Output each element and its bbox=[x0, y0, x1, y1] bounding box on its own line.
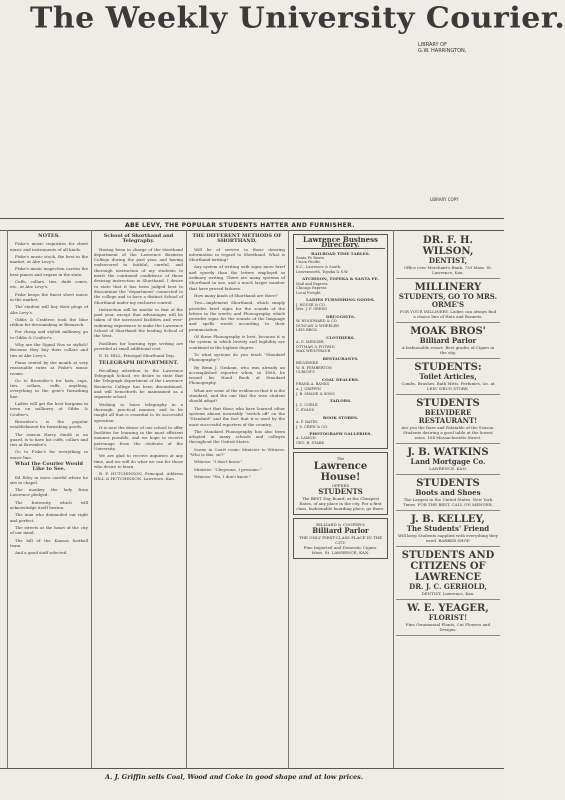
ad-big-text: DR. F. H. WILSON, bbox=[422, 235, 474, 257]
paragraph: Fiske's music stock, the best in the market, at Abe Levy's. bbox=[10, 253, 88, 265]
advertisement bbox=[396, 600, 500, 636]
ad-sm-text: LAWRENCE, KAN. bbox=[429, 466, 467, 471]
paragraph: To what systems do you teach "Standard Phonography"? bbox=[189, 351, 285, 363]
advertisement bbox=[396, 511, 500, 547]
advertisement-list bbox=[396, 232, 500, 636]
tagline: ABE LEVY, THE POPULAR STUDENTS HATTER AND FURNISHER. bbox=[125, 222, 355, 229]
paragraph: Fiske's music inspection carries the best pianos and organs in the state. bbox=[10, 266, 88, 277]
directory-item: Union Pacific. bbox=[296, 260, 322, 265]
paragraph: What are some of the evidences that it is the standard, and the one that the wise student should adopt? bbox=[189, 387, 285, 404]
paragraph: Recalling attention to the Lawrence Telegraph School, we desire to state that the Telegraph department of the Lawrence Business College has been discontinued, and will henceforth be maintained as a separate school. bbox=[94, 367, 183, 400]
directory-item: Mail and Express bbox=[296, 281, 328, 286]
paragraph: Gibbs & Crabtree took the blue ribbon for dressmaking at Bismarck. bbox=[10, 316, 88, 328]
directory-item: GEO. B. STARK bbox=[296, 441, 325, 445]
directory-section-heading: PHOTOGRAPH GALLERIES. bbox=[309, 431, 372, 437]
column-heading: NOTES. bbox=[38, 233, 60, 239]
directory-item: OTTMAN & POTWIN bbox=[296, 344, 335, 349]
paragraph: Of these Phonography is best, because it is the system in which brevity and legibility are combined in the highest degree. bbox=[189, 334, 285, 350]
advertisement bbox=[396, 232, 500, 279]
paragraph: Piano rented by the month at very reasonable rates at Fiske's music rooms. bbox=[10, 359, 88, 376]
ad-mid-text: STUDENTS, GO TO MRS. ORME'S bbox=[398, 292, 498, 309]
ad-mid-text: DR. J. C. GERHOLD, bbox=[409, 582, 487, 591]
advertisement bbox=[396, 359, 500, 395]
paragraph: The season Harry Smith is on guard, is to have his cuffs, collars and ties at Brownlee's. bbox=[10, 431, 88, 448]
ad-big-text: STUDENTS bbox=[416, 478, 480, 489]
ad-sm-text: DENTIST, Lawrence, Kan. bbox=[421, 591, 475, 596]
ad-line: Mass. St. LAWRENCE, KAN. bbox=[311, 549, 370, 555]
paragraph: The monkey the lady from Lawrence pledged. bbox=[10, 487, 88, 498]
column-rule bbox=[393, 230, 394, 768]
directory-section-heading: ATCHISON, TOPEKA & SANTA FE. bbox=[302, 276, 379, 282]
ad-big-text: STUDENTS bbox=[416, 398, 480, 409]
directory-section-heading: BOOK STORES. bbox=[322, 414, 359, 420]
column-notes bbox=[10, 232, 88, 764]
ad-line: STUDENTS bbox=[318, 486, 363, 496]
ad-mid-text: FLORIST! bbox=[428, 613, 468, 622]
directory-item: A. LAMON bbox=[296, 436, 316, 441]
directory-item: J. S. CREW & CO. bbox=[296, 424, 328, 429]
directory-item: A. J. GRIFFIN bbox=[296, 386, 321, 391]
paragraph: Go to Fiske's for everything in music line. bbox=[10, 449, 88, 460]
ad-mid-text: Toilet Articles, bbox=[419, 372, 477, 381]
ad-big-text: STUDENTS: bbox=[414, 362, 482, 373]
advertisement bbox=[396, 444, 500, 475]
paragraph: Any system of writing with signs more brief and speedy than the letters employed in ordinary writing. There are many systems of Shorthand in use, and a much larger number that have proved failures. bbox=[189, 264, 285, 291]
divider bbox=[0, 768, 504, 769]
directory-item: W. WOODWARD & CO. bbox=[296, 319, 338, 324]
divider bbox=[0, 230, 504, 231]
directory-item: FRANK A. BANKS bbox=[296, 382, 330, 387]
paragraph: Ed Riley in more careful where he sits in chapel. bbox=[10, 474, 88, 485]
directory-item: C. EVANS bbox=[296, 408, 315, 413]
directory-item: J. B. SHANE & SONS bbox=[296, 391, 335, 396]
paragraph: Minister: "Cheyenne, I presume." bbox=[194, 466, 262, 472]
column-rule bbox=[91, 230, 92, 768]
ad-sm-text: Will keep Students supplied with everything they need. BARBER SHOP. bbox=[398, 533, 499, 543]
paragraph: The fraternity which will acknowledge itself beaten. bbox=[10, 499, 88, 511]
paragraph: Witness: "I don't know." bbox=[194, 459, 243, 465]
advertisement bbox=[396, 475, 500, 511]
directory-item: Santa Fe Route. bbox=[296, 255, 326, 260]
ad-line: BILLIARD & COOPER'S bbox=[316, 521, 365, 527]
ad-sm-text: A fashionable resort. Best grades of Cigars in the city. bbox=[401, 345, 495, 355]
directory-item: Leavenworth, Topeka & S.W. bbox=[296, 269, 349, 274]
advertisement bbox=[396, 395, 500, 444]
ad-big-text: J. B. KELLEY, bbox=[411, 514, 485, 525]
ad-mid-text: Billiard Parlor bbox=[419, 336, 477, 345]
paragraph: B. F. HUTCHINSON, Principal. Address HILL & HUTCHINSON, Lawrence, Kan. bbox=[94, 471, 183, 482]
ad-mid-text: DENTIST, bbox=[428, 256, 468, 265]
paragraph: Witness: "No, I don't know." bbox=[194, 473, 251, 479]
advertisement bbox=[396, 323, 500, 359]
paragraph: Facilities for learning type writing are provided at small additional cost. bbox=[94, 340, 183, 351]
directory-item: Local Freight bbox=[296, 290, 321, 295]
directory-item: MAX WEINTRAUB bbox=[296, 349, 331, 354]
paragraph: Why are the Signal Nus so stylish? Because they buy their collars and ties at Abe Levy's. bbox=[10, 342, 88, 358]
directory-item: J. HOUSE & CO. bbox=[296, 302, 326, 307]
directory-item: LEIS BROS. bbox=[296, 328, 318, 333]
business-directory bbox=[293, 234, 388, 449]
library-stamp bbox=[418, 42, 466, 54]
paragraph: For cheap and stylish millinery, go to Gibbs & Coulter's. bbox=[10, 329, 88, 340]
directory-section-heading: DRUGGISTS. bbox=[326, 313, 355, 319]
ad-line: Fine Imported and Domestic Cigars. bbox=[303, 544, 378, 550]
ad-sm-text: Combs, Brushes, Bath Mitts, Perfumes, &c. at LEIS' DRUG STORE. bbox=[401, 381, 495, 391]
column-heading: THE DIFFERENT METHODS OF SHORTHAND. bbox=[192, 233, 282, 245]
directory-item: Mrs. J. F. GREEN bbox=[296, 307, 328, 312]
ad-headline: Billiard Parlor bbox=[312, 525, 369, 535]
paragraph: Brownlee's is the popular establishment for furnishing goods. bbox=[10, 418, 88, 430]
ad-headline: Lawrence House! bbox=[313, 460, 368, 483]
ad-line: The BEST Day Board, at the Cheapest Rates, of any place in the city. For a first class, fashionable boarding place, go there. bbox=[296, 495, 385, 511]
directory-item: W. H. PEMBERTON bbox=[296, 365, 332, 370]
column-rule bbox=[7, 230, 8, 768]
ad-mid-text: The Students' Friend bbox=[406, 524, 490, 533]
ad-mid-text: BELVIDERE RESTAURANT! bbox=[418, 408, 478, 425]
paragraph: The Standard Phonography has also been adopted in many schools and colleges throughout the United States. bbox=[189, 428, 285, 445]
column-heading: TELEGRAPH DEPARTMENT. bbox=[98, 359, 179, 366]
paragraph: The student will buy their plugs of Abe Levy's. bbox=[10, 304, 88, 315]
library-stamp-line: G.W. HARRINGTON, bbox=[418, 48, 467, 54]
paragraph: Two—implement Shorthand, which simply provides brief signs for the sounds of the letters in the words; and Phonography, which provides signs for the sounds of the language and spells words according to their pronunciation. bbox=[189, 300, 285, 332]
directory-section-heading: TAILORS. bbox=[329, 398, 352, 404]
directory-item: J. C. COBLE bbox=[296, 403, 318, 408]
ad-big-text: STUDENTS AND CITIZENS OF LAWRENCE bbox=[401, 550, 495, 583]
ad-line: The bbox=[336, 455, 345, 461]
directory-sections bbox=[296, 251, 385, 446]
ad-big-text: W. E. YEAGER, bbox=[407, 603, 489, 614]
advertisement bbox=[396, 279, 500, 323]
directory-item: ULRICH'S bbox=[296, 370, 315, 375]
paragraph: It is now the desire of our school to offer facilities for learning in the most efficient manner possible, and we hope to receive patronage from the students of the University. bbox=[94, 424, 183, 451]
paragraph: The bill of the Kansas football team. bbox=[10, 537, 88, 548]
directory-item: DUNCAN & WHEELER bbox=[296, 323, 339, 328]
ad-sm-text: Fine Ornamental Plants, Cut Flowers and Designs. bbox=[405, 622, 491, 632]
library-copy-label: LIBRARY COPY bbox=[430, 197, 459, 202]
paragraph: The man who demanded our right and perfect. bbox=[10, 512, 88, 523]
divider bbox=[0, 218, 504, 219]
column-heading: School of Shorthand and Telegraphy. bbox=[103, 233, 174, 245]
lawrence-house-ad bbox=[293, 452, 388, 515]
billiard-parlor-ad bbox=[293, 518, 388, 559]
column-shorthand-methods bbox=[189, 232, 285, 764]
column-heading: What the Courier Would Like to See. bbox=[14, 460, 84, 473]
ad-big-text: J. B. WATKINS bbox=[407, 447, 489, 458]
ad-sm-text: The Largest in the United States. New York Times. FOR THE BEST, CALL ON MENGER. bbox=[402, 497, 494, 507]
directory-section-heading: COAL DEALERS. bbox=[322, 377, 359, 383]
ad-line: OFFERS bbox=[331, 482, 350, 488]
paragraph: Scene in Court room: Minister to Witness: "Who is this, sir?" bbox=[189, 446, 285, 457]
paragraph: Will be of service to those desiring information in regard to Shorthand. What is Shorthand writing? bbox=[189, 246, 285, 263]
paragraph: Fiske's music requisites for sheet music and instruments of all kinds. bbox=[10, 241, 88, 252]
directory-section-heading: RESTAURANTS. bbox=[322, 355, 359, 361]
paragraph: Ladies will get the best bargains in town on millinery at Gibbs & Coulter's. bbox=[10, 401, 88, 417]
paragraph: Having been in charge of the shorthand department of the Lawrence Business College during the past year, and having endeavored to faithful, careful, and thorough instruction of my students to merit the continued confidence of those desiring instruction in Shorthand, I desire to state that it has been judged best to discontinue the "department" connected to the college and to have a distinct School of Shorthand under my exclusive control. bbox=[94, 246, 183, 305]
paragraph: The streets at the heart of the city of our mind. bbox=[10, 524, 88, 536]
ad-mid-text: Land Mortgage Co. bbox=[410, 457, 486, 466]
directory-section-heading: CLOTHIERS. bbox=[326, 334, 355, 340]
paragraph: Cuffs, collars, ties, dude canes, etc., at Abe Levy's. bbox=[10, 279, 88, 290]
ad-big-text: MILLINERY bbox=[414, 282, 482, 293]
column-rule bbox=[186, 230, 187, 768]
directory-section-heading: LADIES FURNISHING GOODS. bbox=[306, 297, 375, 303]
ad-line: THE ONLY FIRST-CLASS PLACE IN THE CITY. bbox=[298, 534, 383, 545]
library-stamp-line: LIBRARY OF bbox=[418, 42, 447, 48]
directory-item: Chicago Express bbox=[296, 286, 327, 291]
paragraph: Instruction will be similar to that of the past year, except that advantages will be taken of the increased facilities and ever-widening experience to make the Lawrence School of Shorthand the leading School of the West. bbox=[94, 306, 183, 339]
ad-sm-text: Office over Merchant's Bank, 739 Mass. St. Lawrence, Kan. bbox=[403, 265, 493, 275]
directory-section-heading: RAILROAD TIME TABLES. bbox=[311, 250, 370, 256]
paragraph: Go to Brownlee's for hats, caps, ties, collars, cuffs, anything, everything in the gent's furnishing line. bbox=[10, 377, 88, 399]
directory-item: A. F. BATES bbox=[296, 419, 318, 424]
column-advertisements bbox=[396, 232, 500, 764]
paragraph: Wishing to learn telegraphy in a thorough, practical manner, and to be taught all that is essential to its successful operation. bbox=[94, 401, 183, 423]
ad-sm-text: Are you the Rare and Palatable of the Season. Students desiring a good table at the lowest rates. 164 Massachusetts Street. bbox=[401, 425, 495, 440]
paragraph: We are glad to receive inquiries at any time, and we will do what we can for those who desire to learn. bbox=[94, 453, 183, 469]
paragraph: By Benn J. Graham, who was already an accomplished reporter when, in 1858, he issued his Hand Book of Standard Phonography. bbox=[189, 364, 285, 386]
column-shorthand-school bbox=[94, 232, 183, 764]
ad-mid-text: Boots and Shoes bbox=[415, 488, 481, 497]
directory-item: A. G. MENGER bbox=[296, 340, 324, 345]
paragraph: Fiske keeps the finest sheet music in the market. bbox=[10, 291, 88, 302]
directory-item: BELVIDERE bbox=[296, 361, 319, 366]
column-business-directory bbox=[291, 232, 390, 764]
ad-big-text: MOAK BROS' bbox=[410, 326, 486, 337]
ad-sm-text: FOR YOUR MILLINERY. Ladies can always find a choice line of Hats and Bonnets. bbox=[399, 309, 497, 319]
masthead: The Weekly University Courier. bbox=[30, 2, 565, 36]
paragraph: E. H. HILL, Principal Shorthand Dep. bbox=[99, 353, 175, 359]
paragraph: How many kinds of Shorthand are there? bbox=[194, 292, 278, 298]
advertisement bbox=[396, 547, 500, 600]
paragraph: The fact that those who have learned other systems almost invariably "switch off" on the "Standard" and the fact that it is used by the most successful reporters of the country. bbox=[189, 405, 285, 427]
column-rule bbox=[288, 230, 289, 768]
directory-title: Lawrence Business Directory. bbox=[296, 237, 385, 249]
directory-item: K.C., Lawrence & South. bbox=[296, 265, 342, 270]
footer-line: A. J. Griffin sells Coal, Wood and Coke in good shape and at low prices. bbox=[105, 773, 364, 781]
paragraph: And a good staff selected. bbox=[15, 550, 68, 556]
